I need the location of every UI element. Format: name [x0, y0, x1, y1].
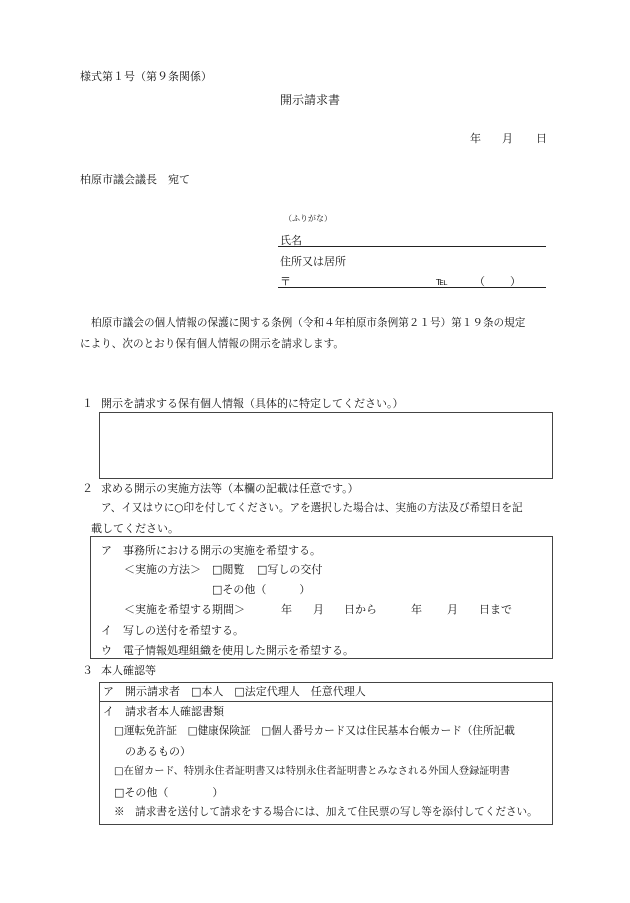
section2-number: ２: [82, 482, 93, 495]
intro-line-1: 柏原市議会の個人情報の保護に関する条例（令和４年柏原市条例第２１号）第１９条の規定: [91, 317, 526, 329]
section3-number: ３: [82, 664, 93, 677]
tel-paren-open: （: [474, 275, 485, 288]
postal-mark: 〒: [280, 275, 291, 288]
option-u-electronic[interactable]: ウ 電子情報処理組織を使用した開示を希望する。: [101, 644, 354, 657]
date-month-label: 月: [502, 132, 513, 145]
period-from-day: 日から: [344, 603, 377, 616]
method-copy-checkbox[interactable]: □写しの交付: [257, 563, 323, 576]
section2-note-line-2: 載してください。: [91, 522, 179, 535]
addressee: 柏原市議会議長 宛て: [80, 173, 190, 186]
document-title: 開示請求書: [280, 93, 341, 107]
method-view-checkbox[interactable]: □閲覧: [212, 563, 245, 576]
identity-row-divider: [99, 701, 553, 702]
method-other-checkbox[interactable]: □その他（ ）: [212, 583, 311, 596]
name-field[interactable]: [278, 246, 546, 247]
period-to-year: 年: [411, 603, 422, 616]
furigana-label: （ふりがな）: [284, 214, 332, 223]
date-day-label: 日: [536, 132, 547, 145]
id-doc-line-4[interactable]: □その他（ ）: [114, 786, 224, 799]
tel-mark: ℡: [436, 275, 448, 288]
name-label: 氏名: [280, 234, 302, 247]
section1-number: １: [82, 397, 93, 410]
address-label: 住所又は居所: [280, 255, 346, 268]
id-documents-title: イ 請求者本人確認書類: [103, 705, 224, 718]
period-to-day: 日まで: [479, 603, 512, 616]
requested-info-input-box[interactable]: [99, 412, 553, 479]
section1-heading: 開示を請求する保有個人情報（具体的に特定してください。）: [101, 397, 404, 410]
period-label: ＜実施を希望する期間＞: [124, 603, 245, 616]
section2-note-line-1: ア、イ又はウに○印を付してください。アを選択した場合は、実施の方法及び希望日を記: [101, 502, 523, 514]
id-doc-line-1[interactable]: □運転免許証 □健康保険証 □個人番号カード又は住民基本台帳カード（住所記載: [114, 725, 515, 737]
id-doc-line-2: のあるもの）: [125, 745, 191, 758]
form-number: 様式第１号（第９条関係）: [80, 70, 212, 83]
method-label: ＜実施の方法＞: [124, 563, 201, 576]
period-to-month: 月: [447, 603, 458, 616]
mailing-note: ※ 請求書を送付して請求をする場合には、加えて住民票の写し等を添付してください。: [114, 806, 538, 818]
section3-heading: 本人確認等: [101, 664, 156, 677]
option-i-mail-copy[interactable]: イ 写しの送付を希望する。: [101, 624, 244, 637]
period-from-year: 年: [281, 603, 292, 616]
intro-line-2: により、次のとおり保有個人情報の開示を請求します。: [80, 338, 344, 350]
requester-type-row[interactable]: ア 開示請求者 □本人 □法定代理人 任意代理人: [103, 685, 366, 698]
date-year-label: 年: [470, 132, 481, 145]
address-field[interactable]: [278, 287, 546, 288]
option-a-office[interactable]: ア 事務所における開示の実施を希望する。: [101, 544, 321, 557]
tel-paren-close: ）: [510, 275, 521, 288]
section2-heading: 求める開示の実施方法等（本欄の記載は任意です。）: [101, 482, 359, 495]
period-from-month: 月: [313, 603, 324, 616]
id-doc-line-3[interactable]: □在留カード、特別永住者証明書又は特別永住者証明書とみなされる外国人登録証明書: [114, 766, 510, 777]
